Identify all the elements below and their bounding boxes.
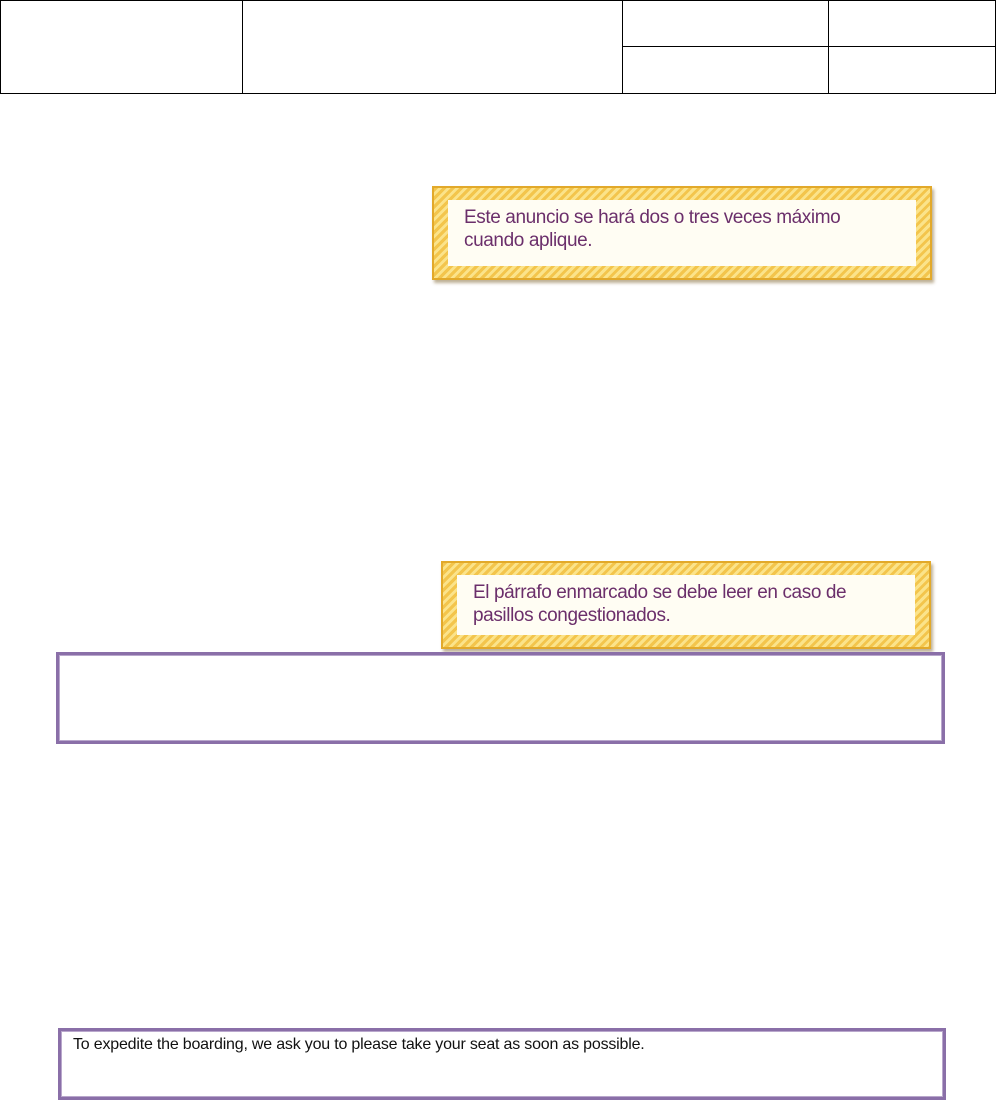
- sticky-note: [432, 186, 932, 280]
- header-cell: [629, 7, 823, 41]
- framed-paragraph-text: To expedite the boarding, we ask you to please take your seat as soon as possible.: [73, 1036, 645, 1053]
- header-cell: [249, 7, 615, 87]
- sticky-note-text: Este anuncio se hará dos o tres veces máximo cuando aplique.: [448, 200, 916, 266]
- header-cell: [835, 53, 991, 87]
- header-cell: [629, 53, 823, 87]
- table-divider: [242, 1, 243, 93]
- header-cell: [7, 7, 237, 87]
- sticky-note: [441, 561, 931, 649]
- table-divider: [622, 46, 995, 47]
- table-divider: [828, 1, 829, 93]
- framed-paragraph-box: [58, 1028, 946, 1100]
- header-cell: [835, 7, 991, 41]
- sticky-note-text: El párrafo enmarcado se debe leer en caso de pasillos congestionados.: [457, 575, 915, 635]
- framed-paragraph-box: [56, 652, 945, 744]
- header-table: [0, 0, 996, 94]
- table-divider: [622, 1, 623, 93]
